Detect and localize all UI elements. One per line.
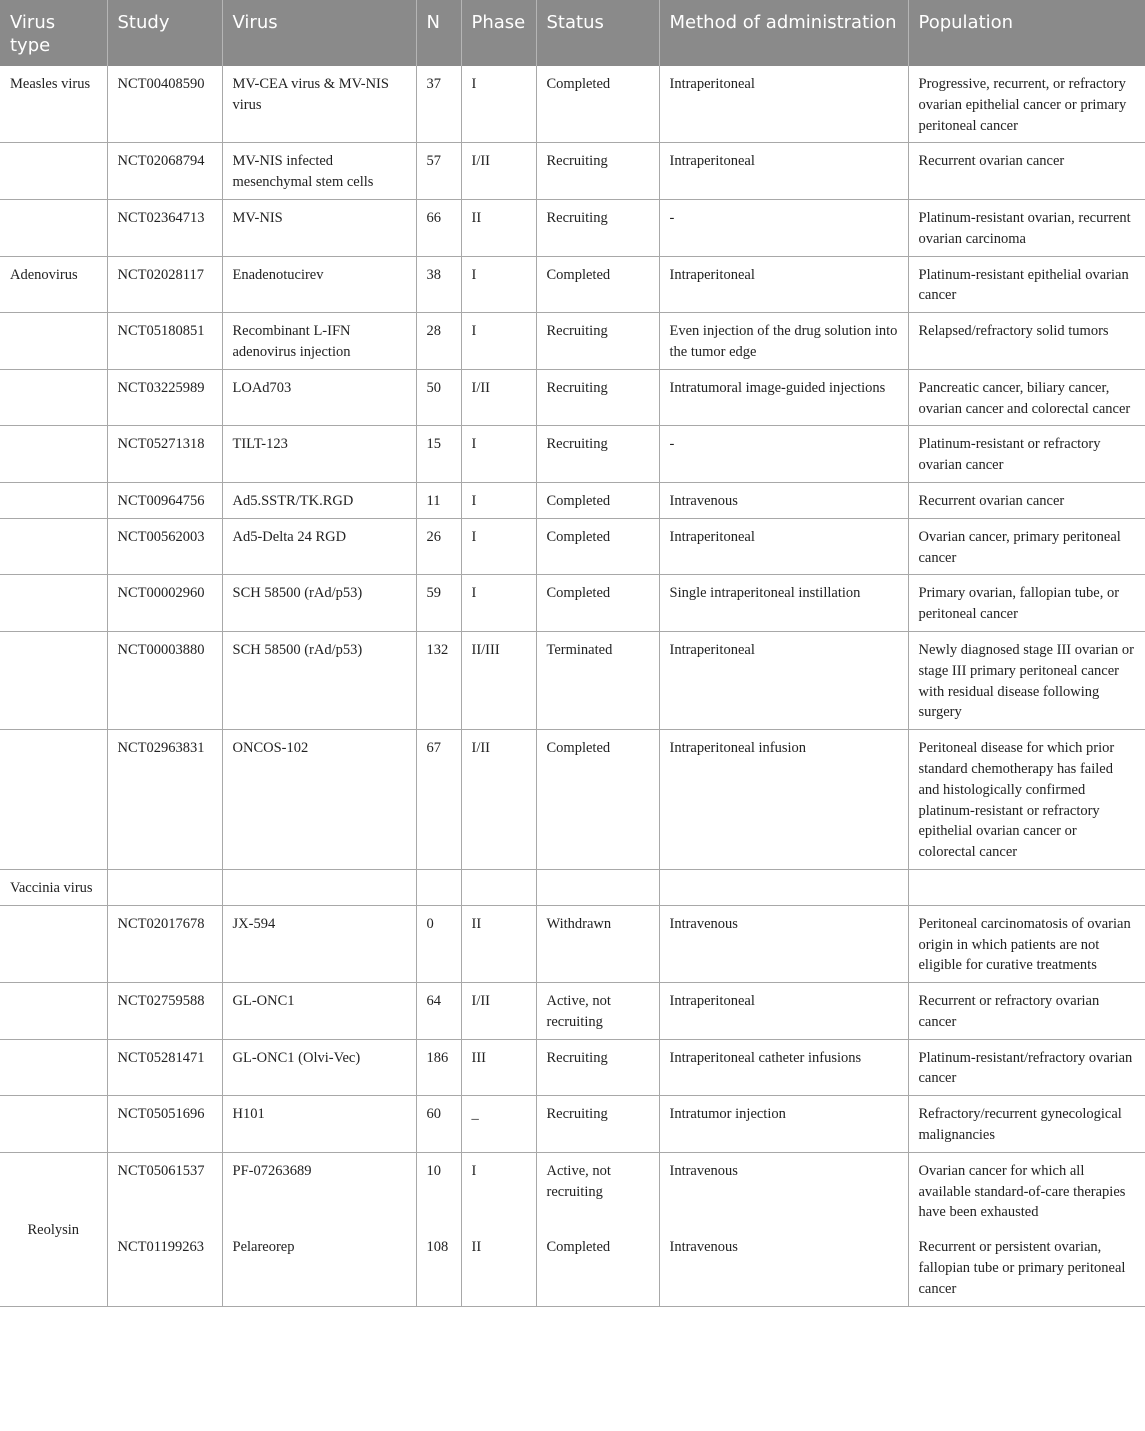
virus-cell: ONCOS-102 — [222, 730, 416, 870]
n-cell: 60 — [416, 1096, 461, 1153]
population-cell: Platinum-resistant or refractory ovarian cancer — [908, 426, 1145, 483]
table-row — [0, 199, 1145, 256]
virus-cell: Recombinant L-IFN adenovirus injection — [222, 313, 416, 370]
study-cell: NCT02364713 — [107, 199, 222, 256]
table-row — [0, 313, 1145, 370]
virus-cell: MV-CEA virus & MV-NIS virus — [222, 66, 416, 143]
header-phase: Phase — [461, 0, 536, 66]
phase-cell: I — [461, 66, 536, 143]
population-cell: Pancreatic cancer, biliary cancer, ovarian cancer and colorectal cancer — [908, 369, 1145, 426]
virus-cell: MV-NIS — [222, 199, 416, 256]
n-cell: 50 — [416, 369, 461, 426]
method-cell: Intraperitoneal — [659, 631, 908, 729]
study-cell: NCT01199263 — [107, 1229, 222, 1306]
study-cell: NCT02068794 — [107, 143, 222, 200]
virus-cell: Ad5.SSTR/TK.RGD — [222, 482, 416, 518]
study-cell: NCT05051696 — [107, 1096, 222, 1153]
population-cell: Platinum-resistant ovarian, recurrent ovarian carcinoma — [908, 199, 1145, 256]
method-cell: Even injection of the drug solution into the tumor edge — [659, 313, 908, 370]
virus-cell: Ad5-Delta 24 RGD — [222, 518, 416, 575]
phase-cell: I/II — [461, 369, 536, 426]
virus-type-cell: Measles virus — [0, 66, 107, 143]
method-cell: Intraperitoneal — [659, 256, 908, 313]
n-cell: 64 — [416, 983, 461, 1040]
study-cell: NCT00562003 — [107, 518, 222, 575]
virus-cell: TILT-123 — [222, 426, 416, 483]
status-cell: Terminated — [536, 631, 659, 729]
method-cell: Intravenous — [659, 1152, 908, 1229]
population-cell: Recurrent ovarian cancer — [908, 482, 1145, 518]
phase-cell: _ — [461, 1096, 536, 1153]
population-cell: Ovarian cancer for which all available standard-of-care therapies have been exhausted — [918, 1162, 1126, 1221]
population-cell: Platinum-resistant epithelial ovarian cancer — [908, 256, 1145, 313]
virus-cell: JX-594 — [222, 905, 416, 982]
virus-type-cell — [0, 518, 107, 575]
status-cell: Active, not recruiting — [536, 1152, 659, 1229]
population-cell: Relapsed/refractory solid tumors — [908, 313, 1145, 370]
table-row — [0, 143, 1145, 200]
header-population: Population — [908, 0, 1145, 66]
virus-type-cell — [0, 143, 107, 200]
n-cell: 0 — [416, 905, 461, 982]
virus-cell: MV-NIS infected mesenchymal stem cells — [222, 143, 416, 200]
status-cell — [536, 869, 659, 905]
status-cell: Active, not recruiting — [536, 983, 659, 1040]
method-cell: Intraperitoneal — [659, 983, 908, 1040]
virus-type-cell: Adenovirus — [0, 256, 107, 313]
virus-cell: GL-ONC1 — [222, 983, 416, 1040]
method-cell: Intraperitoneal catheter infusions — [659, 1039, 908, 1096]
table-row — [0, 983, 1145, 1040]
table-row — [0, 518, 1145, 575]
virus-cell: H101 — [222, 1096, 416, 1153]
status-cell: Completed — [536, 66, 659, 143]
status-cell: Completed — [536, 256, 659, 313]
method-cell: Intratumoral image-guided injections — [659, 369, 908, 426]
status-cell: Recruiting — [536, 313, 659, 370]
header-n: N — [416, 0, 461, 66]
status-cell: Withdrawn — [536, 905, 659, 982]
phase-cell: I — [461, 575, 536, 632]
table-row — [0, 905, 1145, 982]
study-cell: NCT02759588 — [107, 983, 222, 1040]
method-cell: Intraperitoneal — [659, 66, 908, 143]
study-cell: NCT00964756 — [107, 482, 222, 518]
header-virus-type: Virus type — [0, 0, 107, 66]
table-row — [0, 1152, 1145, 1229]
study-cell: NCT05281471 — [107, 1039, 222, 1096]
method-cell — [659, 869, 908, 905]
n-cell: 132 — [416, 631, 461, 729]
virus-cell — [222, 869, 416, 905]
n-cell: 28 — [416, 313, 461, 370]
phase-cell: I/II — [461, 983, 536, 1040]
phase-cell: II — [461, 199, 536, 256]
table-row — [0, 1039, 1145, 1096]
virus-cell: SCH 58500 (rAd/p53) — [222, 631, 416, 729]
n-cell: 66 — [416, 199, 461, 256]
virus-cell: GL-ONC1 (Olvi-Vec) — [222, 1039, 416, 1096]
status-cell: Recruiting — [536, 199, 659, 256]
population-cell: Peritoneal carcinomatosis of ovarian origin in which patients are not eligible for curative treatments — [908, 905, 1145, 982]
n-cell: 37 — [416, 66, 461, 143]
status-cell: Recruiting — [536, 426, 659, 483]
status-cell: Recruiting — [536, 1039, 659, 1096]
status-cell: Recruiting — [536, 369, 659, 426]
virus-type-cell — [0, 1039, 107, 1096]
study-cell: NCT00002960 — [107, 575, 222, 632]
table-row — [0, 631, 1145, 729]
phase-cell: I — [461, 1152, 536, 1229]
status-cell: Completed — [536, 482, 659, 518]
table-row — [0, 256, 1145, 313]
population-cell: Refractory/recurrent gynecological malignancies — [908, 1096, 1145, 1153]
table-row — [0, 1096, 1145, 1153]
virus-type-cell — [0, 730, 107, 870]
n-cell: 67 — [416, 730, 461, 870]
status-cell: Completed — [536, 518, 659, 575]
phase-cell: I/II — [461, 730, 536, 870]
population-cell — [908, 869, 1145, 905]
table-row — [0, 575, 1145, 632]
method-cell: Intravenous — [659, 482, 908, 518]
study-cell: NCT03225989 — [107, 369, 222, 426]
population-cell: Recurrent or persistent ovarian, fallopian tube or primary peritoneal cancer — [908, 1229, 1145, 1306]
virus-type-cell — [0, 482, 107, 518]
n-cell: 59 — [416, 575, 461, 632]
virus-type-cell — [0, 983, 107, 1040]
population-cell: Primary ovarian, fallopian tube, or peritoneal cancer — [908, 575, 1145, 632]
status-cell: Recruiting — [536, 1096, 659, 1153]
n-cell: 186 — [416, 1039, 461, 1096]
virus-cell: LOAd703 — [222, 369, 416, 426]
study-cell: NCT00408590 — [107, 66, 222, 143]
method-cell: Intravenous — [659, 1229, 908, 1306]
table-row — [0, 1229, 1145, 1306]
phase-cell: I — [461, 313, 536, 370]
population-cell: Recurrent ovarian cancer — [908, 143, 1145, 200]
virus-type-cell — [0, 575, 107, 632]
method-cell: Intraperitoneal infusion — [659, 730, 908, 870]
virus-type-cell — [0, 905, 107, 982]
status-cell: Completed — [536, 575, 659, 632]
table-row — [0, 482, 1145, 518]
n-cell: 57 — [416, 143, 461, 200]
n-cell: 108 — [416, 1229, 461, 1306]
virus-type-cell — [0, 369, 107, 426]
virus-cell: Pelareorep — [222, 1229, 416, 1306]
table-row — [0, 426, 1145, 483]
study-cell: NCT02028117 — [107, 256, 222, 313]
method-cell: - — [659, 199, 908, 256]
virus-type-cell: Vaccinia virus — [0, 869, 107, 905]
n-cell: 26 — [416, 518, 461, 575]
study-cell: NCT05271318 — [107, 426, 222, 483]
population-cell: Recurrent or refractory ovarian cancer — [908, 983, 1145, 1040]
header-status: Status — [536, 0, 659, 66]
virus-cell: PF-07263689 — [222, 1152, 416, 1229]
header-method: Method of administration — [659, 0, 908, 66]
status-cell: Completed — [536, 1229, 659, 1306]
virus-type-cell — [0, 313, 107, 370]
study-cell: NCT05180851 — [107, 313, 222, 370]
virus-type-cell — [0, 1096, 107, 1153]
phase-cell — [461, 869, 536, 905]
phase-cell: I — [461, 482, 536, 518]
phase-cell: I — [461, 426, 536, 483]
method-cell: Intravenous — [659, 905, 908, 982]
method-cell: Intraperitoneal — [659, 518, 908, 575]
table-row — [0, 730, 1145, 870]
header-row — [0, 0, 1145, 66]
population-cell: Progressive, recurrent, or refractory ovarian epithelial cancer or primary peritoneal cancer — [908, 66, 1145, 143]
study-cell: NCT02963831 — [107, 730, 222, 870]
status-cell: Recruiting — [536, 143, 659, 200]
table-row — [0, 869, 1145, 905]
study-cell: NCT02017678 — [107, 905, 222, 982]
virus-type-cell — [0, 631, 107, 729]
method-cell: Intratumor injection — [659, 1096, 908, 1153]
table-row — [0, 369, 1145, 426]
virus-type-cell — [0, 426, 107, 483]
n-cell — [416, 869, 461, 905]
n-cell: 38 — [416, 256, 461, 313]
phase-cell: I — [461, 518, 536, 575]
method-cell: Intraperitoneal — [659, 143, 908, 200]
study-cell — [107, 869, 222, 905]
population-cell: Newly diagnosed stage III ovarian or stage III primary peritoneal cancer with residual disease following surgery — [908, 631, 1145, 729]
phase-cell: I/II — [461, 143, 536, 200]
phase-cell: I — [461, 256, 536, 313]
study-cell: NCT00003880 — [107, 631, 222, 729]
table-row — [0, 66, 1145, 143]
population-cell: Platinum-resistant/refractory ovarian cancer — [908, 1039, 1145, 1096]
method-cell: Single intraperitoneal instillation — [659, 575, 908, 632]
method-cell: - — [659, 426, 908, 483]
n-cell: 10 — [416, 1152, 461, 1229]
n-cell: 15 — [416, 426, 461, 483]
phase-cell: II — [461, 905, 536, 982]
phase-cell: II/III — [461, 631, 536, 729]
header-virus: Virus — [222, 0, 416, 66]
status-cell: Completed — [536, 730, 659, 870]
phase-cell: II — [461, 1229, 536, 1306]
virus-type-cell — [0, 199, 107, 256]
phase-cell: III — [461, 1039, 536, 1096]
virus-cell: SCH 58500 (rAd/p53) — [222, 575, 416, 632]
n-cell: 11 — [416, 482, 461, 518]
virus-type-cell: Reolysin — [0, 1152, 107, 1306]
virus-cell: Enadenotucirev — [222, 256, 416, 313]
header-study: Study — [107, 0, 222, 66]
study-cell: NCT05061537 — [107, 1152, 222, 1229]
population-cell: Ovarian cancer, primary peritoneal cancer — [908, 518, 1145, 575]
population-cell: Peritoneal disease for which prior standard chemotherapy has failed and histologically confirmed platinum-resistant or refractory epithelial ovarian cancer or colorectal cancer — [908, 730, 1145, 870]
